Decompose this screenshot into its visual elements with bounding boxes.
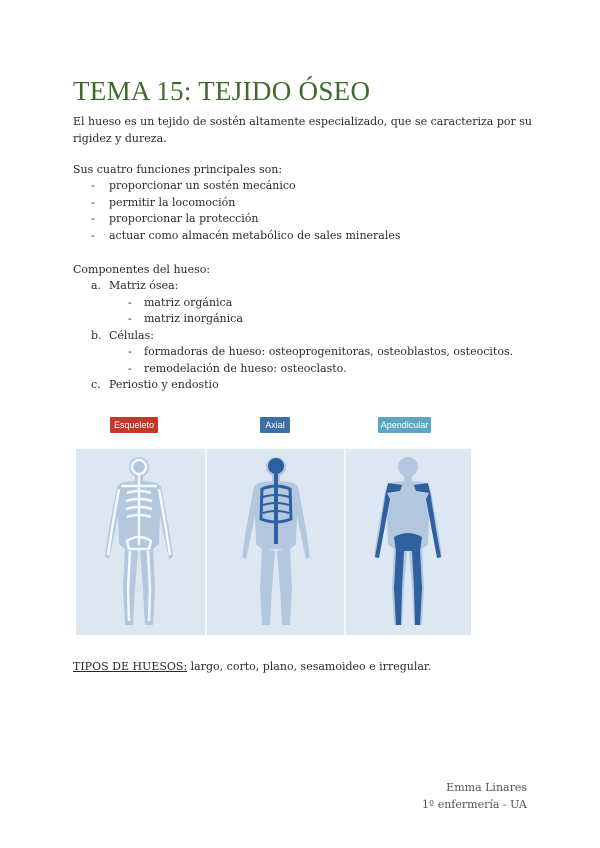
label-esqueleto: Esqueleto: [110, 417, 158, 433]
functions-heading: Sus cuatro funciones principales son:: [73, 163, 283, 176]
footer-course: 1º enfermería - UA: [422, 797, 527, 811]
list-item: a. Matriz ósea:: [91, 279, 179, 292]
page-title: TEMA 15: TEJIDO ÓSEO: [73, 76, 371, 106]
list-item: c. Periostio y endostio: [91, 378, 219, 391]
list-item: b. Células:: [91, 328, 154, 342]
intro-line: rigidez y dureza.: [73, 131, 167, 145]
sub-list-item: - formadoras de hueso: osteoprogenitoras, osteoblastos, osteocitos.: [128, 345, 514, 358]
list-item: - permitir la locomoción: [91, 195, 236, 209]
footer: [422, 780, 527, 813]
list-item: - actuar como almacén metabólico de sales minerales: [91, 228, 401, 242]
list-item: - proporcionar un sostén mecánico: [91, 179, 296, 192]
sub-list-item: - matriz orgánica: [128, 295, 233, 309]
label-apendicular: Apendicular: [378, 417, 431, 433]
functions-list: [91, 178, 511, 244]
footer-author: Emma Linares: [446, 781, 527, 794]
intro-paragraph: [73, 114, 533, 147]
sub-list-item: - matriz inorgánica: [128, 312, 243, 325]
tipos-line: [73, 659, 533, 676]
skeleton-illustration: [76, 449, 471, 635]
components-list: [91, 278, 531, 394]
components-heading: Componentes del hueso:: [73, 263, 211, 276]
intro-line: El hueso es un tejido de sostén altamente especializado, que se caracteriza por su: [73, 115, 532, 128]
skeleton-figure: [76, 449, 471, 635]
tipos-heading: TIPOS DE HUESOS:: [73, 660, 188, 673]
tipos-text: largo, corto, plano, sesamoideo e irregular.: [187, 660, 432, 673]
label-axial: Axial: [260, 417, 290, 433]
list-item: - proporcionar la protección: [91, 212, 259, 225]
sub-list-item: - remodelación de hueso: osteoclasto.: [128, 361, 347, 375]
skeleton-bones: [108, 460, 170, 621]
